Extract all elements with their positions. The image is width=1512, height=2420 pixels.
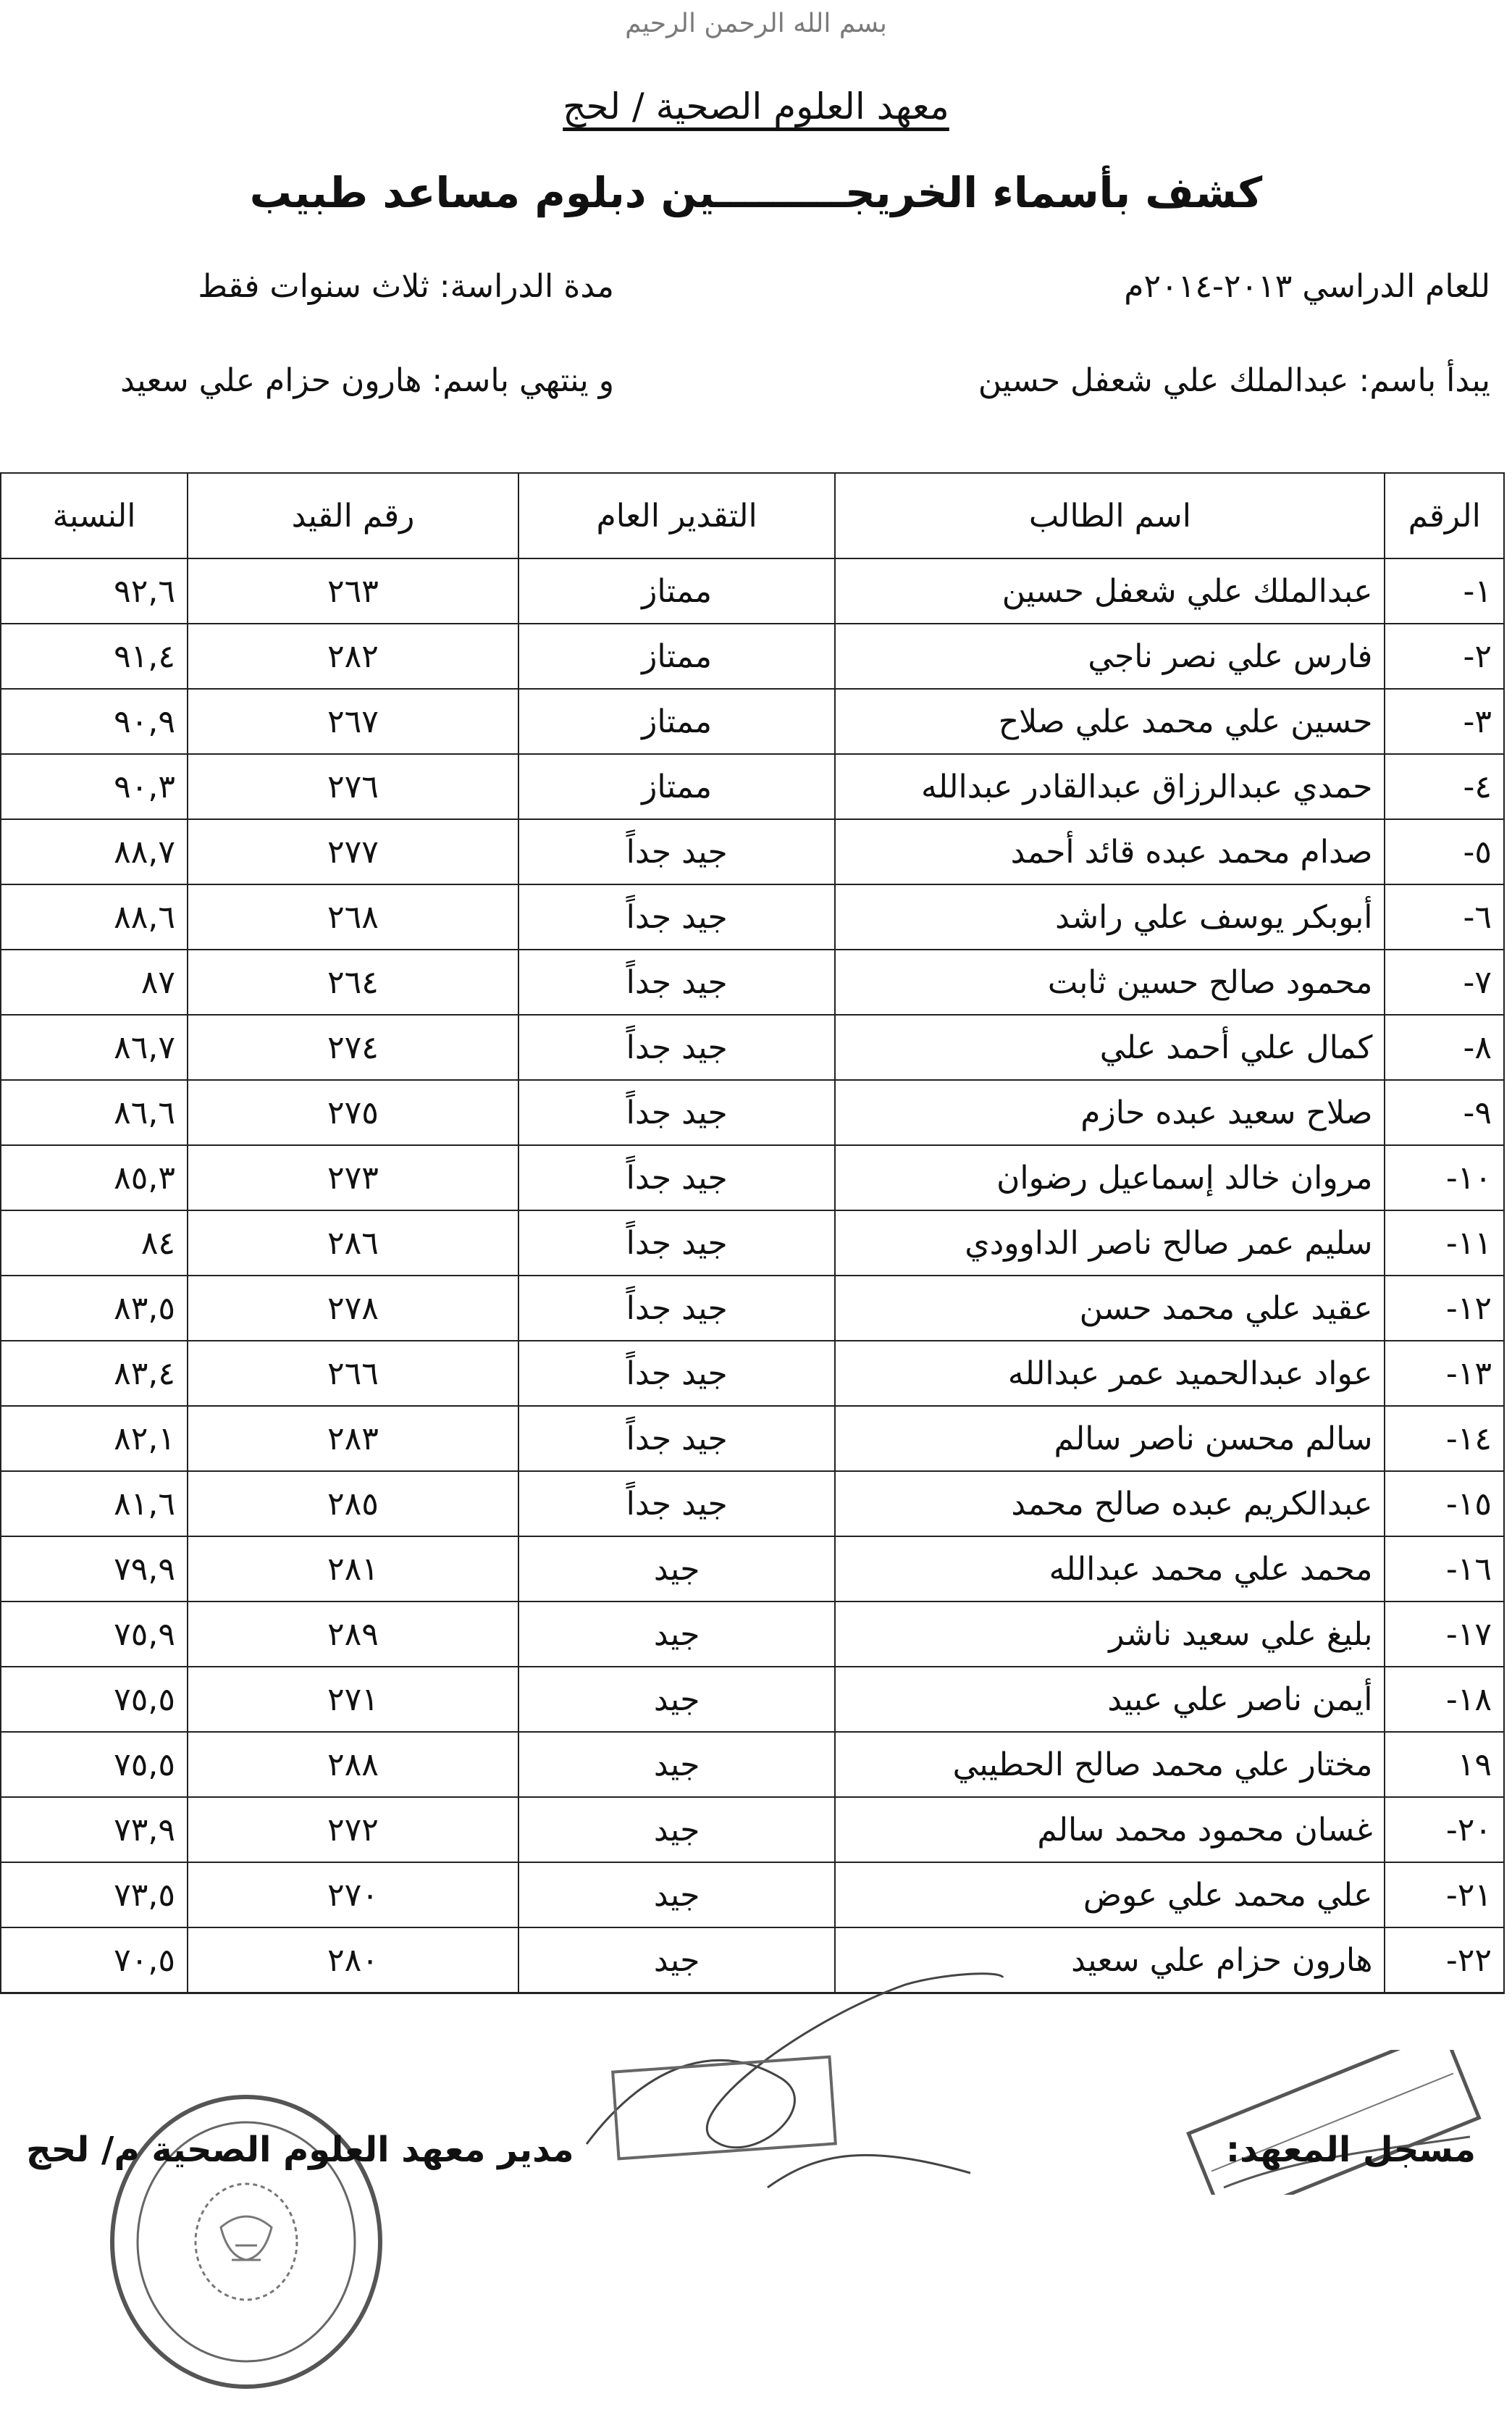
cell-grade: جيد [518,1536,835,1602]
cell-pct: ٨٣,٥ [1,1276,188,1341]
cell-num: ١٤- [1385,1406,1504,1471]
header-reg: رقم القيد [188,473,518,558]
header-name: اسم الطالب [835,473,1385,558]
director-signature [565,1956,1014,2245]
table-row [1,754,1504,819]
cell-pct: ٨٦,٧ [1,1015,188,1080]
cell-num: ١١- [1385,1210,1504,1276]
cell-reg: ٢٨٣ [188,1406,518,1471]
cell-grade: ممتاز [518,558,835,624]
cell-reg: ٢٧٦ [188,754,518,819]
header-pct: النسبة [1,473,188,558]
cell-name: محمود صالح حسين ثابت [835,950,1385,1015]
cell-grade: جيد جداً [518,1471,835,1536]
cell-reg: ٢٧٨ [188,1276,518,1341]
cell-name: محمد علي محمد عبدالله [835,1536,1385,1602]
cell-num: ١٦- [1385,1536,1504,1602]
cell-reg: ٢٦٤ [188,950,518,1015]
cell-reg: ٢٦٨ [188,884,518,950]
table-row [1,1210,1504,1276]
cell-reg: ٢٧٣ [188,1145,518,1210]
cell-pct: ٨٣,٤ [1,1341,188,1406]
cell-num: ١٩ [1385,1732,1504,1797]
starts-with-name: يبدأ باسم: عبدالملك علي شعفل حسين [978,362,1490,399]
cell-reg: ٢٧٠ [188,1862,518,1927]
cell-num: ٧- [1385,950,1504,1015]
cell-grade: جيد [518,1667,835,1732]
cell-grade: ممتاز [518,624,835,689]
table-row [1,1667,1504,1732]
ends-with-name: و ينتهي باسم: هارون حزام علي سعيد [120,362,614,399]
graduates-table [0,472,1505,1994]
cell-num: ٦- [1385,884,1504,950]
cell-reg: ٢٨٨ [188,1732,518,1797]
cell-grade: جيد جداً [518,1015,835,1080]
cell-pct: ٨٦,٦ [1,1080,188,1145]
cell-grade: جيد [518,1732,835,1797]
cell-grade: جيد جداً [518,1210,835,1276]
cell-grade: جيد [518,1602,835,1667]
cell-name: غسان محمود محمد سالم [835,1797,1385,1862]
table-row [1,1732,1504,1797]
table-row [1,950,1504,1015]
cell-pct: ٨١,٦ [1,1471,188,1536]
cell-grade: ممتاز [518,754,835,819]
cell-num: ٢٢- [1385,1927,1504,1993]
cell-reg: ٢٨٠ [188,1927,518,1993]
director-signature-label: مدير معهد العلوم الصحية م/ لحج [26,2130,574,2170]
cell-pct: ٧٥,٥ [1,1667,188,1732]
table-row [1,624,1504,689]
cell-name: سالم محسن ناصر سالم [835,1406,1385,1471]
cell-name: كمال علي أحمد علي [835,1015,1385,1080]
basmala: بسم الله الرحمن الرحيم [625,9,887,38]
cell-name: أيمن ناصر علي عبيد [835,1667,1385,1732]
table-row [1,1406,1504,1471]
cell-pct: ٩٠,٩ [1,689,188,754]
cell-name: بليغ علي سعيد ناشر [835,1602,1385,1667]
document-title: كشف بأسماء الخريجـــــــــين دبلوم مساعد طبيب [249,168,1263,217]
cell-num: ٢٠- [1385,1797,1504,1862]
cell-grade: جيد جداً [518,884,835,950]
cell-num: ٨- [1385,1015,1504,1080]
cell-name: عبدالكريم عبده صالح محمد [835,1471,1385,1536]
cell-num: ١٣- [1385,1341,1504,1406]
cell-name: صدام محمد عبده قائد أحمد [835,819,1385,884]
table-row [1,1080,1504,1145]
cell-pct: ٧٥,٥ [1,1732,188,1797]
cell-name: حسين علي محمد علي صلاح [835,689,1385,754]
table-row [1,1797,1504,1862]
institute-name-text: معهد العلوم الصحية / لحج [563,85,949,127]
cell-name: هارون حزام علي سعيد [835,1927,1385,1993]
cell-num: ٩- [1385,1080,1504,1145]
cell-pct: ٨٨,٦ [1,884,188,950]
cell-pct: ٨٤ [1,1210,188,1276]
cell-reg: ٢٨١ [188,1536,518,1602]
study-duration: مدة الدراسة: ثلاث سنوات فقط [198,268,614,305]
table-row [1,558,1504,624]
cell-pct: ٧٣,٩ [1,1797,188,1862]
table-row [1,689,1504,754]
cell-reg: ٢٦٧ [188,689,518,754]
table-row [1,884,1504,950]
table-row [1,1862,1504,1927]
table-row [1,1276,1504,1341]
header-grade: التقدير العام [518,473,835,558]
table-row [1,1145,1504,1210]
header-num: الرقم [1385,473,1504,558]
registrar-label: مسجل المعهد: [1225,2130,1476,2170]
cell-name: أبوبكر يوسف علي راشد [835,884,1385,950]
cell-num: ١٠- [1385,1145,1504,1210]
cell-name: عبدالملك علي شعفل حسين [835,558,1385,624]
cell-num: ٢١- [1385,1862,1504,1927]
cell-name: مروان خالد إسماعيل رضوان [835,1145,1385,1210]
cell-grade: جيد [518,1927,835,1993]
cell-reg: ٢٧٤ [188,1015,518,1080]
cell-name: مختار علي محمد صالح الحطيبي [835,1732,1385,1797]
institute-seal [101,2079,391,2398]
cell-pct: ٨٥,٣ [1,1145,188,1210]
cell-num: ١٢- [1385,1276,1504,1341]
cell-reg: ٢٧١ [188,1667,518,1732]
cell-grade: ممتاز [518,689,835,754]
cell-num: ١- [1385,558,1504,624]
cell-reg: ٢٧٢ [188,1797,518,1862]
cell-pct: ٨٢,١ [1,1406,188,1471]
institute-name [0,85,1512,127]
cell-grade: جيد [518,1862,835,1927]
cell-pct: ٧٩,٩ [1,1536,188,1602]
cell-num: ٣- [1385,689,1504,754]
cell-grade: جيد جداً [518,1341,835,1406]
cell-pct: ٩٢,٦ [1,558,188,624]
cell-pct: ٧٣,٥ [1,1862,188,1927]
cell-pct: ٧٠,٥ [1,1927,188,1993]
cell-grade: جيد جداً [518,1406,835,1471]
cell-grade: جيد [518,1797,835,1862]
cell-num: ٥- [1385,819,1504,884]
cell-pct: ٨٧ [1,950,188,1015]
cell-num: ١٧- [1385,1602,1504,1667]
cell-pct: ٩٠,٣ [1,754,188,819]
cell-name: علي محمد علي عوض [835,1862,1385,1927]
cell-reg: ٢٨٦ [188,1210,518,1276]
cell-name: عقيد علي محمد حسن [835,1276,1385,1341]
cell-name: سليم عمر صالح ناصر الداوودي [835,1210,1385,1276]
cell-reg: ٢٦٦ [188,1341,518,1406]
cell-name: حمدي عبدالرزاق عبدالقادر عبدالله [835,754,1385,819]
table-row [1,1015,1504,1080]
registrar-stamp [1180,2050,1484,2195]
cell-reg: ٢٧٥ [188,1080,518,1145]
cell-name: عواد عبدالحميد عمر عبدالله [835,1341,1385,1406]
cell-num: ٢- [1385,624,1504,689]
cell-num: ٤- [1385,754,1504,819]
cell-pct: ٩١,٤ [1,624,188,689]
cell-reg: ٢٦٣ [188,558,518,624]
cell-reg: ٢٧٧ [188,819,518,884]
cell-grade: جيد جداً [518,1145,835,1210]
table-header-row [1,473,1504,558]
cell-pct: ٨٨,٧ [1,819,188,884]
cell-reg: ٢٨٥ [188,1471,518,1536]
table-row [1,1341,1504,1406]
academic-year: للعام الدراسي ٢٠١٣-٢٠١٤م [1124,268,1490,305]
cell-pct: ٧٥,٩ [1,1602,188,1667]
cell-num: ١٥- [1385,1471,1504,1536]
cell-num: ١٨- [1385,1667,1504,1732]
cell-name: فارس علي نصر ناجي [835,624,1385,689]
table-row [1,1471,1504,1536]
cell-grade: جيد جداً [518,1080,835,1145]
cell-grade: جيد جداً [518,950,835,1015]
cell-grade: جيد جداً [518,819,835,884]
table-row [1,819,1504,884]
cell-grade: جيد جداً [518,1276,835,1341]
cell-reg: ٢٨٢ [188,624,518,689]
cell-name: صلاح سعيد عبده حازم [835,1080,1385,1145]
cell-reg: ٢٨٩ [188,1602,518,1667]
table-row [1,1602,1504,1667]
table-row [1,1536,1504,1602]
